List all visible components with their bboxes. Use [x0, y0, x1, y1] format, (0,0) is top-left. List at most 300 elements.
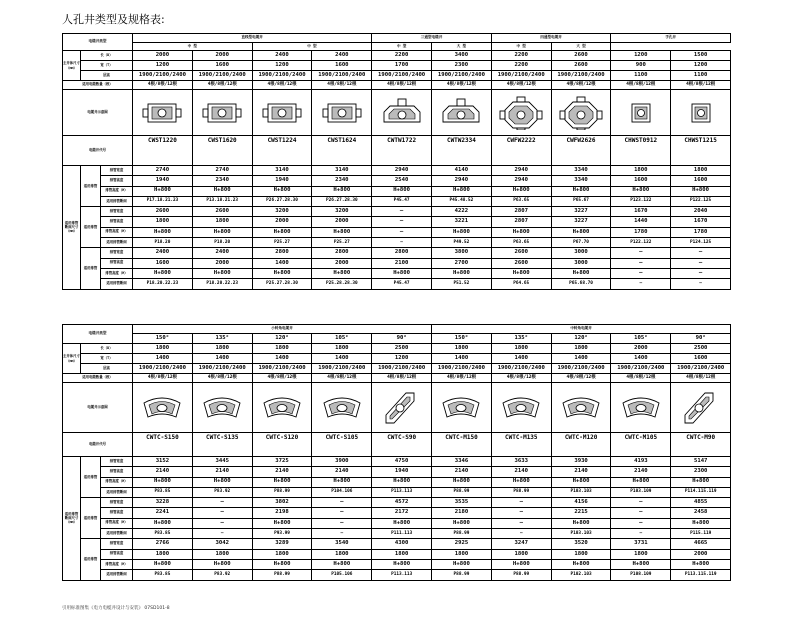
data-value: P103.103 [551, 487, 611, 497]
manhole-drawing-straight [140, 96, 184, 130]
data-value: 2000 [312, 258, 372, 268]
spec-value: 4根/8根/12根 [671, 81, 731, 90]
spec-value: 2000 [611, 344, 671, 354]
page-title: 人孔井类型及规格表: [62, 13, 165, 26]
spec-value: 1400 [252, 354, 312, 364]
row-label: 排管高度（H） [101, 268, 133, 278]
spec-label: 宽（T） [81, 354, 133, 364]
data-value: H+800 [192, 186, 252, 196]
data-value: P25.27 [312, 238, 372, 248]
data-value: P93.99 [252, 529, 312, 539]
data-value: 3445 [192, 457, 252, 467]
spec-label: 层高 [81, 71, 133, 81]
data-value: P104.106 [312, 487, 372, 497]
data-value: 3200 [252, 207, 312, 217]
data-value: 3800 [432, 248, 492, 258]
spec-value: 1700 [372, 61, 432, 71]
data-value: — [372, 238, 432, 248]
spec-value: 1900/2100/2400 [491, 71, 551, 81]
data-value: P122.122 [611, 238, 671, 248]
spec-value: 1900/2100/2400 [192, 364, 252, 374]
data-value: H+800 [491, 477, 551, 487]
data-value: P88.99 [491, 487, 551, 497]
spec-value: 1900/2100/2400 [551, 364, 611, 374]
angle-header: 120° [252, 334, 312, 344]
data-value: 2400 [192, 248, 252, 258]
spec-value: 2400 [252, 51, 312, 61]
data-value: 2140 [252, 467, 312, 477]
data-value: 1600 [133, 258, 193, 268]
data-value: P103.109 [611, 487, 671, 497]
data-value: 2800 [312, 248, 372, 258]
data-value: 4855 [671, 498, 731, 508]
data-value: P18.20.22.23 [192, 279, 252, 289]
data-value: P111.113 [372, 529, 432, 539]
data-value: 3633 [491, 457, 551, 467]
row-label: 排管高度 [101, 508, 133, 518]
data-value: 1800 [611, 549, 671, 559]
subsection-label: 适用排管 [81, 248, 101, 289]
group-header: 手孔井 [611, 34, 731, 43]
drawing-cell [252, 90, 312, 136]
spec-value: 4根/8根/12根 [491, 374, 551, 383]
drawing-cell [551, 90, 611, 136]
data-value: 1940 [372, 467, 432, 477]
data-value: — [611, 518, 671, 528]
data-value: 1670 [611, 207, 671, 217]
manhole-code: CHWST1215 [671, 136, 731, 166]
spec-value: 1400 [551, 354, 611, 364]
data-value: 1800 [671, 166, 731, 176]
group-header: 中转角电缆井 [432, 325, 731, 334]
data-value: 1800 [133, 217, 193, 227]
data-value: H+800 [192, 559, 252, 569]
data-value: P17.18.21.23 [133, 196, 193, 206]
spec-value: 4根/8根/12根 [372, 81, 432, 90]
data-value: P49.52 [432, 238, 492, 248]
data-value: H+800 [192, 268, 252, 278]
row-label: 适用排管断面 [101, 529, 133, 539]
spec-value: 2300 [432, 61, 492, 71]
data-value: H+800 [312, 477, 372, 487]
data-value: H+800 [491, 227, 551, 237]
data-value: H+800 [133, 477, 193, 487]
manhole-drawing-bend [200, 391, 244, 425]
subsection-label: 适用排管 [81, 498, 101, 539]
data-value: H+800 [133, 186, 193, 196]
spec-value: 4根/8根/12根 [133, 374, 193, 383]
row-label: 排管高度 [101, 217, 133, 227]
data-value: 3000 [551, 258, 611, 268]
spec-value: 1200 [671, 61, 731, 71]
data-value: P124.125 [671, 238, 731, 248]
data-value: 4665 [671, 539, 731, 549]
data-value: 3221 [432, 217, 492, 227]
spec-value: 1900/2100/2400 [671, 364, 731, 374]
manhole-code: CWFW2222 [491, 136, 551, 166]
data-value: 2140 [611, 467, 671, 477]
row-label: 适用排管断面 [101, 196, 133, 206]
data-value: P64.65 [491, 279, 551, 289]
data-value: P83.85 [133, 529, 193, 539]
data-value: H+800 [252, 559, 312, 569]
row-label: 排管宽度 [101, 539, 133, 549]
spec-value: 2500 [671, 344, 731, 354]
spec-prefix: 主井体尺寸（mm） [63, 51, 81, 81]
spec-value: 1600 [312, 61, 372, 71]
data-value: — [611, 529, 671, 539]
data-value: 2458 [671, 508, 731, 518]
data-value: 2340 [192, 176, 252, 186]
spec-value: 4根/8根/12根 [133, 81, 193, 90]
data-value: 2600 [491, 248, 551, 258]
data-value: 1800 [611, 166, 671, 176]
data-value: H+800 [192, 227, 252, 237]
data-value: P25.27 [252, 238, 312, 248]
data-value: H+800 [312, 186, 372, 196]
data-value: 1400 [252, 258, 312, 268]
spec-value: 1600 [671, 354, 731, 364]
spec-value: 1400 [611, 354, 671, 364]
data-value: 2140 [312, 467, 372, 477]
drawing-label: 电缆井示意图 [63, 90, 133, 136]
data-value: P108.109 [611, 570, 671, 580]
data-value: H+800 [252, 518, 312, 528]
row-label: 排管宽度 [101, 457, 133, 467]
spec-value: 900 [611, 61, 671, 71]
spec-value: 1400 [192, 354, 252, 364]
drawing-cell [432, 383, 492, 433]
row-label: 排管宽度 [101, 207, 133, 217]
data-value: P115.119 [671, 529, 731, 539]
angle-header: 150° [432, 334, 492, 344]
spec-value: 1400 [133, 354, 193, 364]
spec-value: 1100 [611, 71, 671, 81]
drawing-cell [432, 90, 492, 136]
data-value: 2241 [133, 508, 193, 518]
data-value: 3340 [551, 176, 611, 186]
data-value: — [372, 227, 432, 237]
data-value: 3520 [551, 539, 611, 549]
drawing-cell [133, 383, 193, 433]
data-value: — [372, 207, 432, 217]
data-value: — [312, 529, 372, 539]
data-value: P113.113 [372, 487, 432, 497]
data-value: 2215 [551, 508, 611, 518]
spec-value: 1900/2100/2400 [252, 71, 312, 81]
data-value: P88.99 [432, 487, 492, 497]
manhole-drawing-tee [380, 96, 424, 130]
subsection-label: 适用排管 [81, 457, 101, 498]
data-value: P13.18.21.23 [192, 196, 252, 206]
data-value: 2740 [133, 166, 193, 176]
data-value: 2140 [491, 467, 551, 477]
data-value: 3152 [133, 457, 193, 467]
data-value: — [611, 248, 671, 258]
data-value: 4156 [551, 498, 611, 508]
data-value: — [491, 498, 551, 508]
data-value: 3200 [312, 207, 372, 217]
spec-value: 1900/2100/2400 [432, 71, 492, 81]
data-value: H+800 [372, 559, 432, 569]
spec-label: 适用电缆数量（根） [63, 374, 133, 383]
data-value: 2740 [192, 166, 252, 176]
spec-value: 2200 [491, 61, 551, 71]
data-value: 3000 [551, 248, 611, 258]
data-value: 5147 [671, 457, 731, 467]
data-value: 3042 [192, 539, 252, 549]
spec-value: 4根/8根/12根 [432, 81, 492, 90]
data-value: 2172 [372, 508, 432, 518]
spec-prefix: 主井体尺寸（mm） [63, 344, 81, 374]
data-value: 1940 [252, 176, 312, 186]
data-value: — [372, 217, 432, 227]
spec-value: 4根/8根/12根 [551, 81, 611, 90]
spec-label: 适用电缆数量（根） [63, 81, 133, 90]
data-value: H+800 [551, 186, 611, 196]
data-value: — [491, 508, 551, 518]
data-value: H+800 [432, 227, 492, 237]
manhole-code: CWTC-M105 [611, 433, 671, 457]
data-value: H+800 [671, 559, 731, 569]
data-value: 3540 [312, 539, 372, 549]
drawing-cell [611, 383, 671, 433]
data-value: H+800 [372, 186, 432, 196]
spec-value: 2600 [551, 61, 611, 71]
data-value: P83.85 [133, 570, 193, 580]
spec-label: 长（D） [81, 51, 133, 61]
data-value: H+800 [372, 477, 432, 487]
data-value: 2400 [133, 248, 193, 258]
manhole-drawing-bend [559, 391, 603, 425]
subsection-label: 适用排管 [81, 539, 101, 580]
data-value: H+800 [551, 268, 611, 278]
row-label: 排管高度 [101, 467, 133, 477]
spec-value: 4根/8根/12根 [551, 374, 611, 383]
spec-value: 1900/2100/2400 [133, 71, 193, 81]
data-value: P26.27.28.30 [312, 196, 372, 206]
drawing-cell [133, 90, 193, 136]
data-value: 1600 [611, 176, 671, 186]
data-value: H+800 [432, 518, 492, 528]
angle-header: 105° [611, 334, 671, 344]
manhole-code: CWTC-M90 [671, 433, 731, 457]
data-value: 3900 [312, 457, 372, 467]
data-value: 2540 [372, 176, 432, 186]
data-value: 1780 [671, 227, 731, 237]
row-label: 适用排管断面 [101, 279, 133, 289]
subgroup-header: 大 型 [551, 43, 611, 51]
data-value: P103.103 [551, 529, 611, 539]
manhole-drawing-bend [439, 391, 483, 425]
spec-value: 1900/2100/2400 [312, 364, 372, 374]
data-value: H+800 [312, 559, 372, 569]
data-value: H+800 [133, 518, 193, 528]
data-value: 2600 [192, 207, 252, 217]
manhole-drawing-l90 [679, 391, 723, 425]
manhole-code: CWTC-M135 [491, 433, 551, 457]
data-value: P113.113 [372, 570, 432, 580]
data-value: — [671, 268, 731, 278]
row-label: 排管高度 [101, 176, 133, 186]
data-value: 2140 [133, 467, 193, 477]
data-value: P105.106 [312, 570, 372, 580]
spec-value: 4根/8根/12根 [671, 374, 731, 383]
data-value: 3228 [133, 498, 193, 508]
spec-label: 宽（T） [81, 61, 133, 71]
data-value: 4750 [372, 457, 432, 467]
data-value: 2800 [372, 248, 432, 258]
manhole-drawing-straight [260, 96, 304, 130]
spec-value: 1900/2100/2400 [192, 71, 252, 81]
data-value: H+800 [491, 186, 551, 196]
data-value: — [312, 508, 372, 518]
data-value: P63.65 [491, 196, 551, 206]
data-value: P18.20 [192, 238, 252, 248]
data-value: H+800 [671, 477, 731, 487]
spec-value: 1800 [133, 344, 193, 354]
spec-value: 4根/8根/12根 [432, 374, 492, 383]
spec-value: 1900/2100/2400 [491, 364, 551, 374]
manhole-drawing-cross [499, 96, 543, 130]
drawing-cell [312, 383, 372, 433]
data-value: 3535 [432, 498, 492, 508]
data-value: 1800 [491, 549, 551, 559]
group-header: 小转角电缆井 [133, 325, 432, 334]
data-value: 1780 [611, 227, 671, 237]
manhole-code: CWTW2334 [432, 136, 492, 166]
data-value: 2600 [133, 207, 193, 217]
spec-value: 4根/8根/12根 [491, 81, 551, 90]
spec-value: 1400 [312, 354, 372, 364]
manhole-drawing-bend [260, 391, 304, 425]
row-label: 排管高度（H） [101, 477, 133, 487]
drawing-cell [671, 383, 731, 433]
data-value: 2000 [312, 217, 372, 227]
data-value: — [312, 498, 372, 508]
drawing-cell [491, 383, 551, 433]
type-label: 电缆井类型 [63, 325, 133, 344]
manhole-code: CHWST0912 [611, 136, 671, 166]
data-value: — [192, 529, 252, 539]
manhole-code: CWST1620 [192, 136, 252, 166]
drawing-cell [372, 383, 432, 433]
spec-value: 2200 [491, 51, 551, 61]
data-value: 3802 [252, 498, 312, 508]
manhole-spec-table-1 [62, 33, 731, 290]
angle-header: 135° [192, 334, 252, 344]
spec-value: 2600 [551, 51, 611, 61]
row-label: 排管高度（H） [101, 518, 133, 528]
subsection-label: 适用排管 [81, 166, 101, 207]
data-value: 2040 [671, 207, 731, 217]
code-label: 电缆井代号 [63, 136, 133, 166]
subgroup-header: 中 型 [491, 43, 551, 51]
data-value: H+800 [551, 518, 611, 528]
code-label: 电缆井代号 [63, 433, 133, 457]
spec-value: 4根/8根/12根 [252, 374, 312, 383]
row-label: 排管高度（H） [101, 227, 133, 237]
data-value: P114.115.119 [671, 487, 731, 497]
data-value: P67.70 [551, 238, 611, 248]
spec-value: 4根/8根/12根 [611, 81, 671, 90]
data-value: 2000 [671, 549, 731, 559]
data-value: P18.20.22.23 [133, 279, 193, 289]
data-value: 2800 [252, 248, 312, 258]
manhole-code: CWTC-M120 [551, 433, 611, 457]
data-value: 2100 [372, 258, 432, 268]
spec-value: 1100 [671, 71, 731, 81]
spec-value: 4根/8根/12根 [372, 374, 432, 383]
data-value: 2140 [432, 467, 492, 477]
manhole-code: CWST1624 [312, 136, 372, 166]
manhole-code: CWST1224 [252, 136, 312, 166]
spec-value: 1900/2100/2400 [432, 364, 492, 374]
data-value: 1940 [133, 176, 193, 186]
data-value: 2198 [252, 508, 312, 518]
data-value: — [671, 279, 731, 289]
data-value: 4572 [372, 498, 432, 508]
data-value: H+800 [133, 559, 193, 569]
spec-value: 1900/2100/2400 [372, 364, 432, 374]
drawing-cell [312, 90, 372, 136]
section-label: 适用排管 断面尺寸（mm） [63, 166, 81, 290]
data-value: 2807 [491, 217, 551, 227]
data-value: H+800 [372, 268, 432, 278]
manhole-code: CWTC-S120 [252, 433, 312, 457]
data-value: H+800 [551, 559, 611, 569]
spec-value: 2000 [133, 51, 193, 61]
spec-value: 1900/2100/2400 [252, 364, 312, 374]
spec-value: 1900/2100/2400 [611, 364, 671, 374]
spec-value: 3400 [432, 51, 492, 61]
data-value: 1800 [551, 549, 611, 559]
spec-value: 1800 [312, 344, 372, 354]
manhole-drawing-bend [320, 391, 364, 425]
data-value: H+800 [491, 559, 551, 569]
data-value: — [611, 498, 671, 508]
data-value: H+800 [252, 227, 312, 237]
data-value: 2300 [671, 467, 731, 477]
manhole-spec-table-2 [62, 324, 731, 581]
data-value: P65.67 [551, 196, 611, 206]
spec-value: 1800 [551, 344, 611, 354]
manhole-drawing-bend [499, 391, 543, 425]
drawing-cell [192, 90, 252, 136]
spec-value: 1500 [671, 51, 731, 61]
angle-header: 120° [551, 334, 611, 344]
data-value: H+800 [491, 268, 551, 278]
data-value: 3227 [551, 207, 611, 217]
spec-value: 4根/8根/12根 [611, 374, 671, 383]
data-value: H+800 [611, 477, 671, 487]
data-value: 1600 [671, 176, 731, 186]
data-value: 4222 [432, 207, 492, 217]
data-value: 3930 [551, 457, 611, 467]
data-value: H+800 [312, 227, 372, 237]
drawing-cell [551, 383, 611, 433]
data-value: 3140 [312, 166, 372, 176]
data-value: 2925 [432, 539, 492, 549]
data-value: P88.99 [252, 570, 312, 580]
data-value: 2140 [551, 467, 611, 477]
spec-value: 1800 [252, 344, 312, 354]
row-label: 排管高度（H） [101, 186, 133, 196]
spec-label: 长（D） [81, 344, 133, 354]
spec-value: 1900/2100/2400 [133, 364, 193, 374]
data-value: — [611, 268, 671, 278]
data-value: P26.27.28.30 [252, 196, 312, 206]
